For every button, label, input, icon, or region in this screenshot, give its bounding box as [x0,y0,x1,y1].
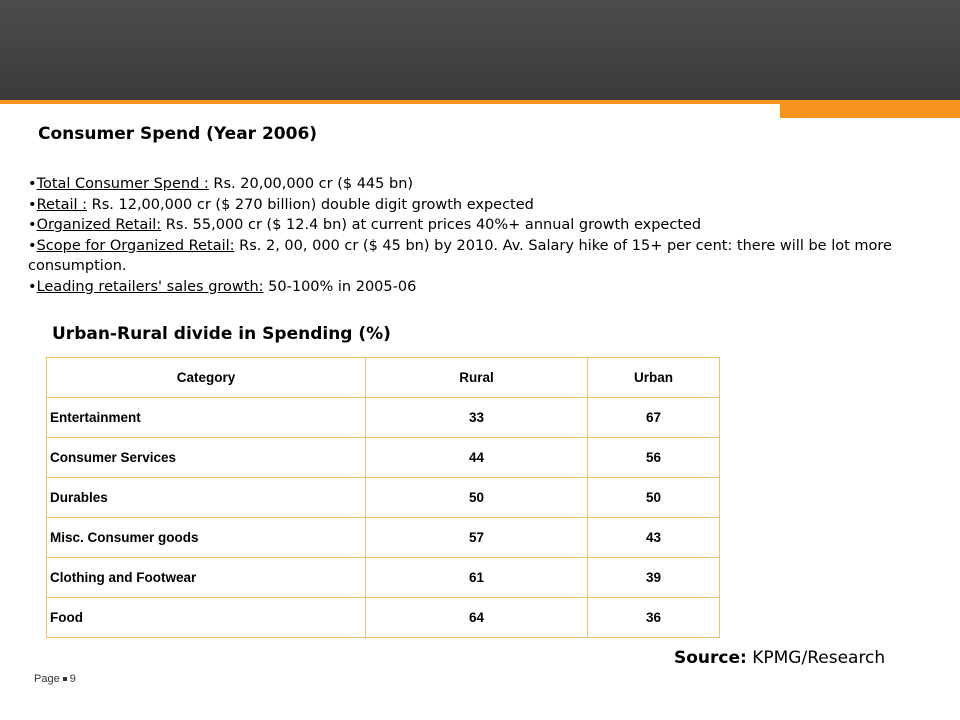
rural-cell: 44 [366,438,588,478]
rural-cell: 57 [366,518,588,558]
urban-cell: 36 [588,598,720,638]
source-note [674,648,885,668]
table-row [47,398,720,438]
bullet-text: Rs. 12,00,000 cr ($ 270 billion) double digit growth expected [87,196,534,213]
category-cell: Durables [47,478,366,518]
table-row [47,558,720,598]
bullet-label: Organized Retail: [36,217,162,233]
bullet-label: Retail : [36,196,88,213]
bullet-item [28,174,932,195]
accent-block [780,100,960,118]
column-header-rural: Rural [366,358,588,398]
bullet-item [28,236,932,277]
bullet-item [28,195,932,216]
spending-table [46,357,720,638]
urban-cell: 50 [588,478,720,518]
bullet-label: Leading retailers' sales growth: [36,278,264,295]
urban-cell: 43 [588,518,720,558]
category-cell: Misc. Consumer goods [47,518,366,558]
table-row [47,478,720,518]
rural-cell: 33 [366,398,588,438]
bullet-text: 50-100% in 2005-06 [263,278,417,295]
rural-cell: 61 [366,558,588,598]
slide-title: Consumer Spend (Year 2006) [38,124,318,144]
source-text: KPMG/Research [746,648,886,668]
category-cell: Food [47,598,366,638]
table-header-row [47,358,720,398]
bullet-text: Rs. 55,000 cr ($ 12.4 bn) at current prices 40%+ annual growth expected [161,217,702,233]
urban-cell: 39 [588,558,720,598]
bullet-label: Total Consumer Spend : [36,176,209,192]
bullet-text: Rs. 2, 00, 000 cr ($ 45 bn) by 2010. Av. Salary hike of 15+ per cent: there will be lot more consumption. [28,237,892,274]
page-label: Page [34,673,60,685]
page-number [34,673,76,685]
table-title: Urban-Rural divide in Spending (%) [52,324,391,344]
category-cell: Clothing and Footwear [47,558,366,598]
category-cell: Entertainment [47,398,366,438]
bullet-label: Scope for Organized Retail: [36,237,235,254]
column-header-urban: Urban [588,358,720,398]
table-row [47,438,720,478]
urban-cell: 67 [588,398,720,438]
table-row [47,518,720,558]
source-label: Source: [674,648,747,668]
bullet-list [28,174,932,297]
bullet-text: Rs. 20,00,000 cr ($ 445 bn) [208,176,414,192]
header-bar [0,0,960,100]
rural-cell: 64 [366,598,588,638]
bullet-item [28,215,932,236]
square-bullet-icon [63,677,67,681]
column-header-category: Category [47,358,366,398]
page-number-value: 9 [69,673,76,685]
bullet-item [28,277,932,298]
urban-cell: 56 [588,438,720,478]
table-row [47,598,720,638]
rural-cell: 50 [366,478,588,518]
category-cell: Consumer Services [47,438,366,478]
